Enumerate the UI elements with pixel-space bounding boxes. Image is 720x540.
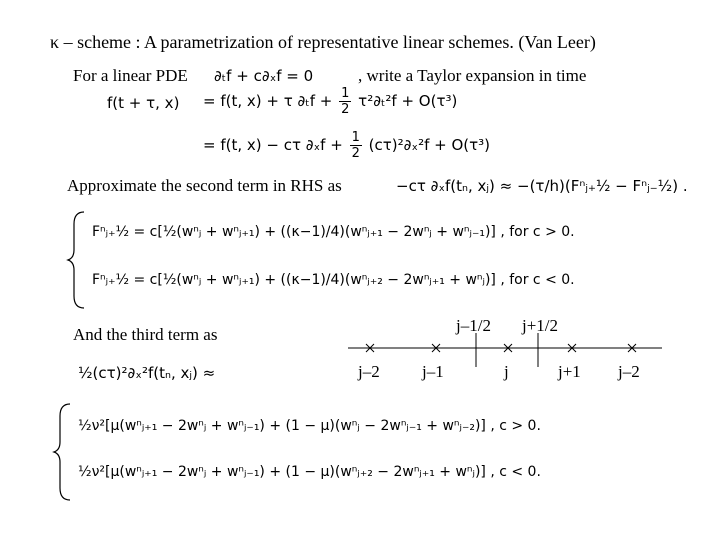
half-fraction bbox=[339, 86, 351, 117]
approx-intro: Approximate the second term in RHS as bbox=[67, 176, 342, 195]
third-equation: ½(cτ)²∂ₓ²f(tₙ, xⱼ) ≈ bbox=[78, 364, 216, 382]
half-numerator: 1 bbox=[341, 86, 350, 101]
third-intro: And the third term as bbox=[73, 325, 218, 344]
taylor-line-2 bbox=[203, 130, 490, 161]
half-denominator-2: 2 bbox=[351, 146, 360, 161]
half-numerator-2: 1 bbox=[351, 130, 360, 145]
label-j-minus-2: j–2 bbox=[358, 362, 380, 381]
viscous-positive: ½ν²[μ(wⁿⱼ₊₁ − 2wⁿⱼ + wⁿⱼ₋₁) + (1 − μ)(wⁿⱼ − 2wⁿⱼ₋₁ + wⁿⱼ₋₂)] , c > 0. bbox=[78, 418, 541, 434]
taylor-line-1-a: = f(t, x) + τ ∂ₜf + bbox=[203, 92, 333, 110]
label-j-minus-1: j–1 bbox=[422, 362, 444, 381]
taylor-line-2-a: = f(t, x) − cτ ∂ₓf + bbox=[203, 136, 343, 154]
label-j-minus-half: j–1/2 bbox=[456, 316, 491, 335]
taylor-lhs: f(t + τ, x) bbox=[107, 94, 180, 112]
flux-brace bbox=[66, 210, 88, 310]
approx-equation: −cτ ∂ₓf(tₙ, xⱼ) ≈ −(τ/h)(Fⁿⱼ₊½ − Fⁿⱼ₋½) . bbox=[396, 177, 688, 195]
pde-equation: ∂ₜf + c∂ₓf = 0 bbox=[214, 67, 314, 85]
label-j-plus-half: j+1/2 bbox=[522, 316, 559, 335]
flux-negative: Fⁿⱼ₊½ = c[½(wⁿⱼ + wⁿⱼ₊₁) + ((κ−1)/4)(wⁿⱼ₊₂ − 2wⁿⱼ₊₁ + wⁿⱼ)] , for c < 0. bbox=[92, 272, 575, 288]
taylor-line-1-b: τ²∂ₜ²f + O(τ³) bbox=[358, 92, 458, 110]
flux-positive: Fⁿⱼ₊½ = c[½(wⁿⱼ + wⁿⱼ₊₁) + ((κ−1)/4)(wⁿⱼ₊₁ − 2wⁿⱼ + wⁿⱼ₋₁)] , for c > 0. bbox=[92, 224, 575, 240]
taylor-line-2-b: (cτ)²∂ₓ²f + O(τ³) bbox=[368, 136, 491, 154]
label-j-plus-1: j+1 bbox=[558, 362, 581, 381]
visc-brace bbox=[52, 402, 74, 502]
label-j: j bbox=[504, 362, 509, 381]
half-denominator: 2 bbox=[341, 102, 350, 117]
viscous-negative: ½ν²[μ(wⁿⱼ₊₁ − 2wⁿⱼ + wⁿⱼ₋₁) + (1 − μ)(wⁿⱼ₊₂ − 2wⁿⱼ₊₁ + wⁿⱼ)] , c < 0. bbox=[78, 464, 541, 480]
taylor-line-1 bbox=[203, 86, 457, 117]
label-j-plus-2: j–2 bbox=[618, 362, 640, 381]
slide-title: κ – scheme : A parametrization of representative linear schemes. (Van Leer) bbox=[50, 32, 596, 52]
half-fraction-2 bbox=[350, 130, 362, 161]
pde-intro: For a linear PDE bbox=[73, 66, 188, 85]
stencil-diagram bbox=[340, 315, 670, 390]
taylor-intro: , write a Taylor expansion in time bbox=[358, 66, 587, 85]
